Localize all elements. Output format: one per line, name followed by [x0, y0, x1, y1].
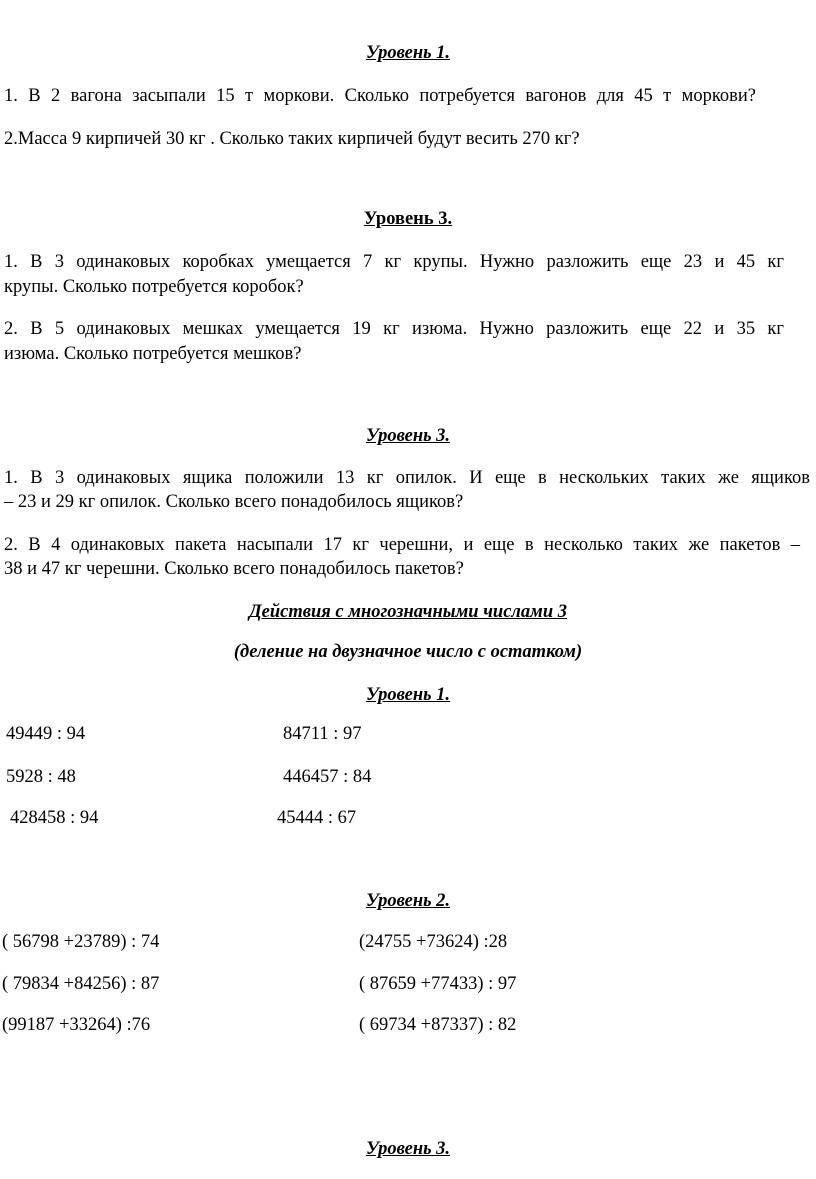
expr-l2-r2-left: ( 79834 +84256) : 87: [2, 974, 160, 994]
heading-level-1-expr: Уровень 1.: [365, 685, 451, 705]
problem-3b-1-line2: – 23 и 29 кг опилок. Сколько всего понадобилось ящиков?: [4, 492, 464, 512]
problem-3a-2-line1: 2. В 5 одинаковых мешках умещается 19 кг изюма. Нужно разложить еще 22 и 35 кг: [4, 319, 784, 339]
problem-3a-1-line2: крупы. Сколько потребуется коробок?: [4, 277, 304, 297]
expr-l2-r1-left: ( 56798 +23789) : 74: [2, 932, 160, 952]
problem-1-2: 2.Масса 9 кирпичей 30 кг . Сколько таких кирпичей будут весить 270 кг?: [4, 129, 580, 149]
expr-l1-r1-left: 49449 : 94: [6, 724, 86, 744]
problem-3a-1-line1: 1. В 3 одинаковых коробках умещается 7 кг крупы. Нужно разложить еще 23 и 45 кг: [4, 252, 784, 272]
heading-level-1-top: Уровень 1.: [365, 43, 451, 63]
problem-3b-1-line1: 1. В 3 одинаковых ящика положили 13 кг опилок. И еще в нескольких таких же ящиков: [4, 468, 810, 488]
expr-l1-r2-left: 5928 : 48: [6, 767, 76, 787]
heading-level-3-expr: Уровень 3.: [365, 1139, 451, 1159]
expr-l1-r3-right: 45444 : 67: [277, 808, 357, 828]
expr-l2-r2-right: ( 87659 +77433) : 97: [359, 974, 517, 994]
section-title: Действия с многозначными числами 3: [248, 602, 567, 622]
problem-3a-2-line2: изюма. Сколько потребуется мешков?: [4, 344, 302, 364]
expr-l1-r1-right: 84711 : 97: [283, 724, 362, 744]
problem-1-1: 1. В 2 вагона засыпали 15 т моркови. Сколько потребуется вагонов для 45 т моркови?: [4, 86, 756, 106]
problem-3b-2-line2: 38 и 47 кг черешни. Сколько всего понадобилось пакетов?: [4, 559, 464, 579]
section-subtitle: (деление на двузначное число с остатком): [233, 642, 583, 662]
heading-level-3-a: Уровень 3.: [363, 209, 453, 229]
expr-l2-r1-right: (24755 +73624) :28: [359, 932, 508, 952]
expr-l2-r3-right: ( 69734 +87337) : 82: [359, 1015, 517, 1035]
expr-l1-r3-left: 428458 : 94: [10, 808, 99, 828]
expr-l2-r3-left: (99187 +33264) :76: [2, 1015, 151, 1035]
heading-level-3-b: Уровень 3.: [365, 426, 451, 446]
heading-level-2-expr: Уровень 2.: [365, 891, 451, 911]
problem-3b-2-line1: 2. В 4 одинаковых пакета насыпали 17 кг черешни, и еще в несколько таких же пакетов –: [4, 535, 800, 555]
expr-l1-r2-right: 446457 : 84: [283, 767, 372, 787]
